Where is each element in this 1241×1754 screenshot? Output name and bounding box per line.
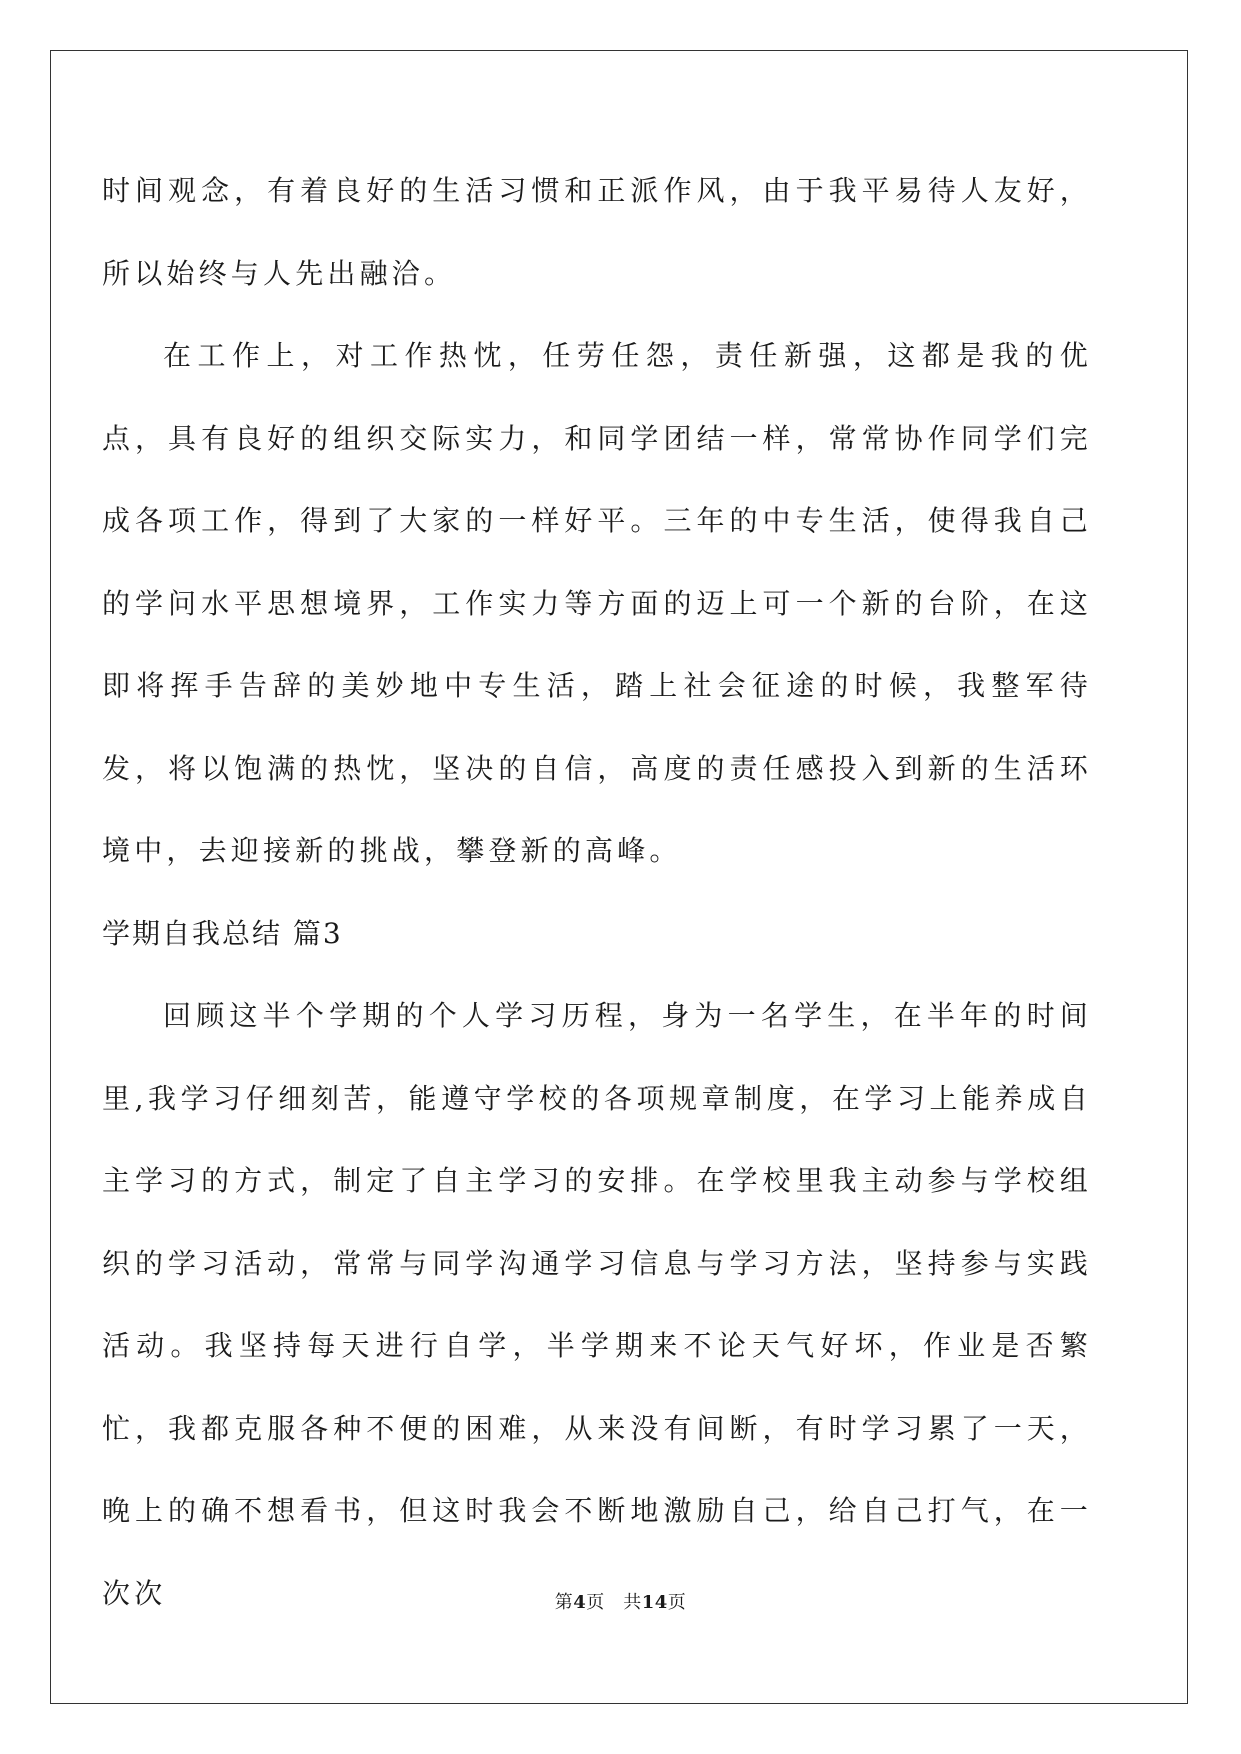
footer-prefix: 第 [554, 1592, 574, 1613]
page-footer [0, 1588, 1241, 1614]
section-heading: 学期自我总结 篇3 [102, 916, 343, 950]
footer-mid: 页 共 [586, 1592, 642, 1613]
paragraph-review: 回顾这半个学期的个人学习历程，身为一名学生，在半年的时间里,我学习仔细刻苦，能遵守学校的各项规章制度，在学习上能养成自主学习的方式，制定了自主学习的安排。在学校里我主动参与学校组织的学习活动，常常与同学沟通学习信息与学习方法，坚持参与实践活动。我坚持每天进行自学，半学期来不论天气好坏，作业是否繁忙，我都克服各种不便的困难，从来没有间断，有时学习累了一天，晚上的确不想看书，但这时我会不断地激励自己，给自己打气，在一次次 [102, 999, 1092, 1610]
footer-suffix: 页 [667, 1592, 687, 1613]
document-body [102, 150, 1092, 1635]
paragraph-continued: 时间观念，有着良好的生活习惯和正派作风，由于我平易待人友好，所以始终与人先出融洽。 [102, 174, 1092, 290]
footer-page-number: 4 [573, 1592, 587, 1613]
paragraph-work: 在工作上，对工作热忱，任劳任怨，责任新强，这都是我的优点，具有良好的组织交际实力，和同学团结一样，常常协作同学们完成各项工作，得到了大家的一样好平。三年的中专生活，使得我自己的学问水平思想境界，工作实力等方面的迈上可一个新的台阶，在这即将挥手告辞的美妙地中专生活，踏上社会征途的时候，我整军待发，将以饱满的热忱，坚决的自信，高度的责任感投入到新的生活环境中，去迎接新的挑战，攀登新的高峰。 [102, 339, 1092, 867]
footer-total-pages: 14 [641, 1592, 668, 1613]
